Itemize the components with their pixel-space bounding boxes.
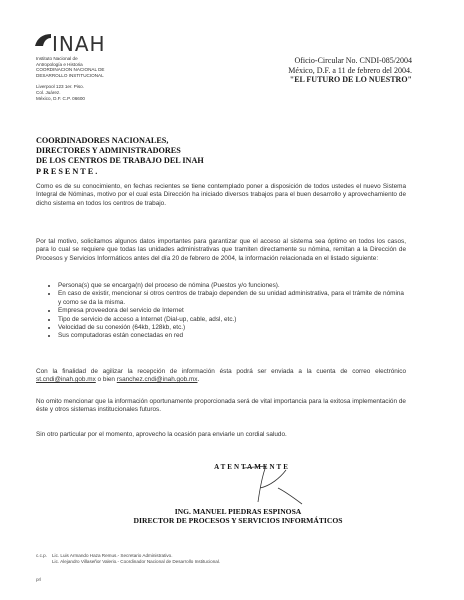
list-item: • Persona(s) que se encarga(n) del proceso de nómina (Puestos y/o funciones).	[58, 282, 404, 290]
paragraph-4: No omito mencionar que la información oportunamente proporcionada será de vital importancia para la exitosa implementación de éste y otros sistemas institucionales futuros.	[36, 398, 406, 414]
typist-initials: prl	[36, 577, 42, 582]
cc-label: c.c.p.	[36, 553, 47, 558]
inah-logo-icon	[34, 33, 52, 47]
addressee-line-1: COORDINADORES NACIONALES,	[36, 136, 169, 145]
addressee-line-3: DE LOS CENTROS DE TRABAJO DEL INAH	[36, 156, 204, 166]
requirements-list	[48, 282, 404, 341]
coordination-line-2: DESARROLLO INSTITUCIONAL	[36, 72, 104, 78]
list-item: • Tipo de servicio de acceso a Internet (Dial-up, cable, adsl, etc.)	[58, 316, 404, 324]
list-item: • Empresa proveedora del servicio de Internet	[58, 307, 404, 315]
email-link-1[interactable]: st.cndi@inah.gob.mx	[36, 376, 96, 384]
list-item: • Sus computadoras están conectadas en red	[58, 332, 404, 340]
paragraph-3	[36, 368, 406, 385]
handwritten-signature-icon	[240, 458, 310, 508]
closing-word: ATENTAMENTE	[214, 463, 290, 471]
list-item: • Velocidad de su conexión (64kb, 128kb, etc.)	[58, 324, 404, 332]
list-item: • En caso de existir, mencionar si otros centros de trabajo dependen de su unidad administrativa, para el trámite de nómina y como se da la misma.	[58, 290, 404, 307]
reference-number: Oficio-Circular No. CNDI-085/2004	[294, 56, 412, 65]
institutional-motto: "EL FUTURO DE LO NUESTRO"	[289, 75, 412, 84]
signer-block	[0, 507, 464, 525]
addressee-line-4: PRESENTE.	[36, 166, 100, 176]
paragraph-5: Sin otro particular por el momento, aprovecho la ocasión para enviarle un cordial saludo.	[36, 431, 287, 438]
addressee-line-2: DIRECTORES Y ADMINISTRADORES	[36, 146, 181, 156]
paragraph-2: Por tal motivo, solicitamos algunos datos importantes para garantizar que el acceso al sistema sea óptimo en todos los casos, para lo cual se requiere que todas las unidades administrativas que tramiten directamente su nómina, remitan a la Dirección de Procesos y Servicios Informáticos antes del día 20 de febrero de 2004, la información relacionada en el listado siguiente:	[36, 238, 406, 262]
address-line-3: México, D.F. C.P. 06600	[36, 95, 85, 101]
letter-date: México, D.F. a 11 de febrero del 2004.	[288, 65, 412, 75]
email-link-2[interactable]: rsanchez.cndi@inah.gob.mx	[116, 376, 198, 384]
paragraph-1: Como es de su conocimiento, en fechas recientes se tiene contemplado poner a disposición de todos ustedes el nuevo Sistema Integral de Nóminas, motivo por el cual esta Dirección ha iniciado diversos trabajos para el buen desarrollo y aprovechamiento de dicho sistema en todos los centros de trabajo.	[36, 183, 406, 207]
paragraph-3-end: .	[197, 376, 200, 384]
letterhead-block	[36, 56, 105, 101]
signer-title: DIRECTOR DE PROCESOS Y SERVICIOS INFORMÁTICOS	[133, 516, 343, 525]
signer-name: ING. MANUEL PIEDRAS ESPINOSA	[174, 507, 302, 516]
address-line-2: Col. Juárez.	[36, 89, 61, 95]
carbon-copy-block	[36, 553, 220, 565]
address-line-1: Liverpool 123 1er. Piso.	[36, 84, 85, 90]
addressee-block	[36, 136, 204, 177]
logo-wordmark: INAH	[52, 32, 106, 56]
paragraph-3-text: Con la finalidad de agilizar la recepción de información ésta podrá ser enviada a la cuenta de correo electrónico	[36, 368, 406, 375]
cc-line-2: Lic. Alejandro Villaseñor Valerio.- Coordinador Nacional de Desarrollo Institucional.	[52, 559, 221, 564]
institute-line-2: Antropología e Historia	[36, 61, 83, 67]
coordination-line-1: COORDINACION NACIONAL DE	[36, 67, 105, 73]
header-reference-block	[288, 56, 412, 85]
cc-line-1: Lic. Luis Armando Haza Remus.- Secretario Administrativo.	[52, 553, 173, 558]
paragraph-3-joiner: o bien	[95, 376, 117, 384]
institute-line-1: Instituto Nacional de	[36, 56, 78, 61]
